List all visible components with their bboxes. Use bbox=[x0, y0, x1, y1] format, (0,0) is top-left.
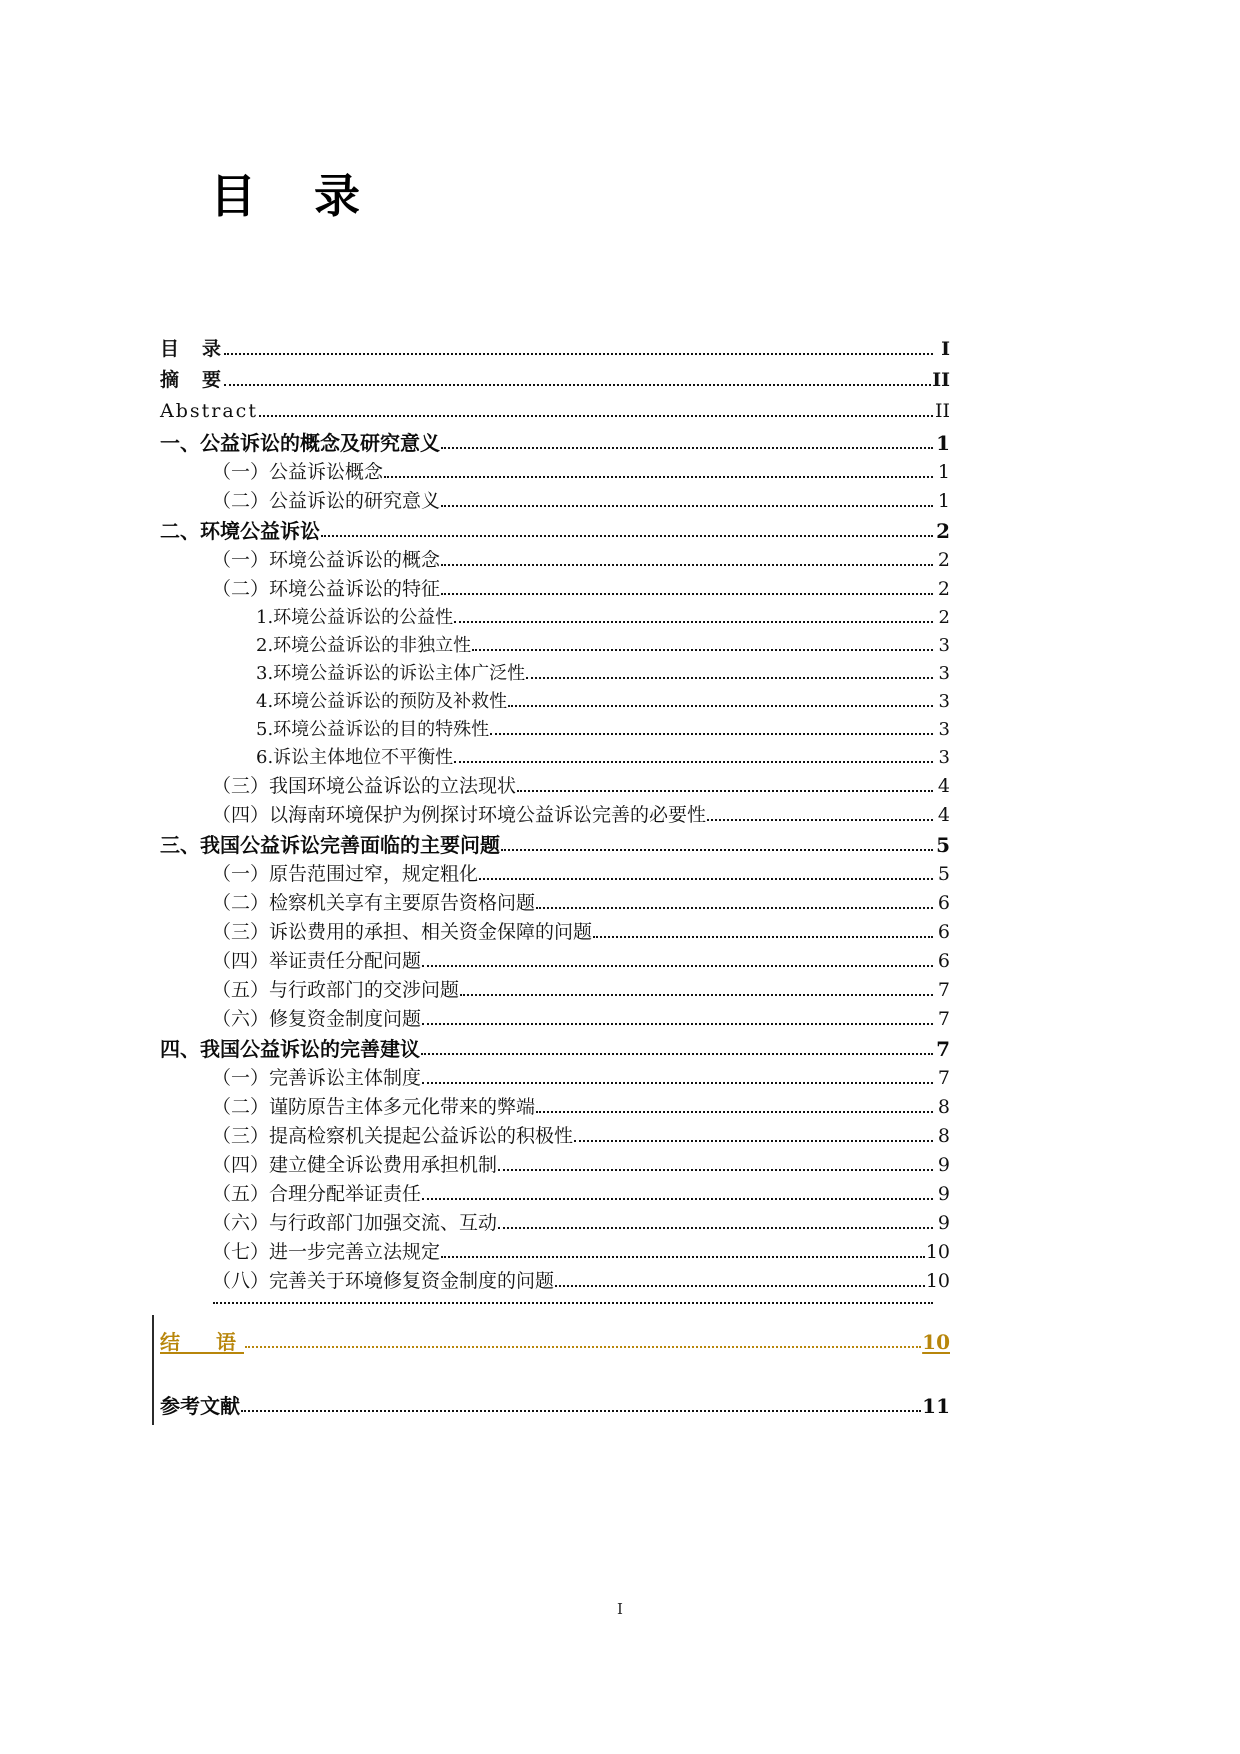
toc-entry-label: （七）进一步完善立法规定 bbox=[212, 1241, 441, 1263]
toc-entry[interactable] bbox=[212, 463, 950, 482]
toc-leader-dots bbox=[441, 1255, 925, 1258]
toc-page-number: 3 bbox=[938, 663, 950, 684]
toc-page-number: 3 bbox=[938, 719, 950, 740]
toc-page-number: 1 bbox=[937, 490, 950, 512]
toc-leader-dots bbox=[384, 475, 933, 478]
toc-page-number: I bbox=[941, 338, 950, 360]
toc-entry-label: 摘 要 bbox=[160, 369, 224, 391]
toc-page-number: 8 bbox=[937, 1125, 950, 1147]
toc-entry[interactable] bbox=[212, 806, 950, 825]
toc-entry-label: 3.环境公益诉讼的诉讼主体广泛性 bbox=[256, 663, 526, 684]
toc-leader-dots bbox=[441, 446, 933, 449]
toc-entry-label: （二）环境公益诉讼的特征 bbox=[212, 578, 441, 600]
toc-entry[interactable] bbox=[256, 665, 950, 683]
toc-entry-label: （一）原告范围过窄，规定粗化 bbox=[212, 863, 479, 885]
footer-page-number: I bbox=[617, 1600, 623, 1618]
toc-leader-dots bbox=[479, 877, 933, 880]
toc-page-number: 4 bbox=[937, 804, 950, 826]
toc-leader-dots bbox=[472, 648, 933, 651]
toc-page-number: 9 bbox=[937, 1212, 950, 1234]
toc-entry-label: （二）谨防原告主体多元化带来的弊端 bbox=[212, 1096, 536, 1118]
toc-entry[interactable] bbox=[212, 1272, 950, 1291]
toc-page-number: 6 bbox=[937, 892, 950, 914]
toc-page-number: 7 bbox=[937, 1067, 950, 1089]
toc-page-number: 5 bbox=[936, 833, 950, 857]
toc-entry[interactable] bbox=[160, 835, 950, 855]
toc-leader-dots bbox=[498, 1168, 933, 1171]
toc-page-number: 10 bbox=[922, 1330, 950, 1354]
toc-entry[interactable] bbox=[212, 894, 950, 913]
toc-leader-dots bbox=[454, 760, 933, 763]
toc-page-number: 1 bbox=[937, 461, 950, 483]
toc-leader-dots bbox=[498, 1226, 933, 1229]
toc-leader-dots bbox=[490, 732, 933, 735]
toc-entry-front-abstract-cn[interactable] bbox=[160, 371, 950, 390]
toc-entry-label: （一）环境公益诉讼的概念 bbox=[212, 549, 441, 571]
toc-entry-label: （四）举证责任分配问题 bbox=[212, 950, 422, 972]
toc-entry-label: （四）以海南环境保护为例探讨环境公益诉讼完善的必要性 bbox=[212, 804, 707, 826]
toc-page-number: 1 bbox=[936, 431, 950, 455]
toc-entry-label: （六）修复资金制度问题 bbox=[212, 1008, 422, 1030]
toc-entry[interactable] bbox=[256, 637, 950, 655]
toc-leader-dots bbox=[454, 620, 933, 623]
toc-leader-dots bbox=[241, 1409, 921, 1412]
toc-entry-label: 2.环境公益诉讼的非独立性 bbox=[256, 635, 472, 656]
toc-entry-front-contents[interactable] bbox=[160, 340, 950, 359]
toc-entry-label: 4.环境公益诉讼的预防及补救性 bbox=[256, 691, 508, 712]
toc-entry-label: Abstract bbox=[160, 400, 258, 422]
toc-spacer bbox=[160, 1318, 950, 1332]
toc-leader-dots bbox=[536, 1110, 933, 1113]
toc-entry[interactable] bbox=[212, 981, 950, 1000]
toc-entry-label: （五）与行政部门的交涉问题 bbox=[212, 979, 460, 1001]
toc-leader-dots bbox=[707, 818, 933, 821]
toc-leader-dots bbox=[422, 1022, 933, 1025]
toc-leader-dots bbox=[501, 848, 933, 851]
toc-entry-label: 三、我国公益诉讼完善面临的主要问题 bbox=[160, 833, 500, 857]
toc-leader-dots bbox=[574, 1139, 933, 1142]
toc-entry[interactable] bbox=[212, 1243, 950, 1262]
toc-leader-dots bbox=[213, 1301, 933, 1304]
toc-entry[interactable] bbox=[256, 693, 950, 711]
toc-page-number: 5 bbox=[937, 863, 950, 885]
toc-leader-dots bbox=[508, 704, 933, 707]
toc-leader-dots bbox=[441, 563, 933, 566]
toc-page-number: 9 bbox=[937, 1154, 950, 1176]
toc-entry[interactable] bbox=[212, 1185, 950, 1204]
toc-entry-label: （五）合理分配举证责任 bbox=[212, 1183, 422, 1205]
toc-entry-label: （四）建立健全诉讼费用承担机制 bbox=[212, 1154, 498, 1176]
toc-entry[interactable] bbox=[212, 1069, 950, 1088]
toc-entry[interactable] bbox=[256, 721, 950, 739]
toc-entry-label: （三）诉讼费用的承担、相关资金保障的问题 bbox=[212, 921, 593, 943]
toc-page-number: 7 bbox=[936, 1037, 950, 1061]
toc-entry-label: （二）公益诉讼的研究意义 bbox=[212, 490, 441, 512]
toc-entry[interactable] bbox=[212, 952, 950, 971]
toc-entry-label: 1.环境公益诉讼的公益性 bbox=[256, 607, 454, 628]
toc-leader-dots bbox=[245, 1345, 921, 1348]
toc-entry-label: 6.诉讼主体地位不平衡性 bbox=[256, 747, 454, 768]
toc-entry-label: （八）完善关于环境修复资金制度的问题 bbox=[212, 1270, 555, 1292]
toc-entry[interactable] bbox=[212, 1156, 950, 1175]
toc-page-number: 7 bbox=[937, 1008, 950, 1030]
toc-leader-dots bbox=[421, 1052, 933, 1055]
toc-page-number: 8 bbox=[937, 1096, 950, 1118]
toc-leader-dots bbox=[460, 993, 933, 996]
toc-page-number: 10 bbox=[925, 1270, 950, 1292]
toc-leader-dots bbox=[224, 352, 933, 355]
toc-leader-dots bbox=[422, 964, 933, 967]
toc-entry[interactable] bbox=[212, 1127, 950, 1146]
toc-entry[interactable] bbox=[212, 551, 950, 570]
toc-page-number: 9 bbox=[937, 1183, 950, 1205]
toc-entry-label: 5.环境公益诉讼的目的特殊性 bbox=[256, 719, 490, 740]
toc-entry[interactable] bbox=[160, 1039, 950, 1059]
toc-entry[interactable] bbox=[256, 749, 950, 767]
toc-entry[interactable] bbox=[212, 923, 950, 942]
toc-entry-label: 二、环境公益诉讼 bbox=[160, 519, 320, 543]
toc-entry[interactable] bbox=[212, 1301, 950, 1308]
toc-page-number: 11 bbox=[922, 1394, 950, 1418]
toc-page-number: 2 bbox=[937, 578, 950, 600]
toc-entry[interactable] bbox=[256, 609, 950, 627]
toc-entry-front-abstract-en[interactable] bbox=[160, 402, 950, 421]
toc-spacer bbox=[160, 1362, 950, 1396]
toc-leader-dots bbox=[526, 676, 933, 679]
toc-entry-label: （六）与行政部门加强交流、互动 bbox=[212, 1212, 498, 1234]
toc-page-number: II bbox=[932, 369, 950, 391]
toc-entry[interactable] bbox=[212, 492, 950, 511]
toc-leader-dots bbox=[321, 534, 933, 537]
toc-leader-dots bbox=[536, 906, 933, 909]
toc-page-number: 2 bbox=[936, 519, 950, 543]
toc-leader-dots bbox=[441, 504, 933, 507]
toc-entry-label: （一）公益诉讼概念 bbox=[212, 461, 384, 483]
toc-page-number: 6 bbox=[937, 950, 950, 972]
page-title: 目 录 bbox=[210, 169, 366, 223]
toc-page-number: 4 bbox=[937, 775, 950, 797]
toc-page-number: 7 bbox=[937, 979, 950, 1001]
toc-page-number: 3 bbox=[938, 635, 950, 656]
toc-entry-conclusion[interactable] bbox=[160, 1332, 950, 1352]
toc-leader-dots bbox=[593, 935, 933, 938]
revision-change-bar bbox=[152, 1315, 154, 1425]
toc-leader-dots bbox=[224, 383, 931, 386]
toc-entry-label: （三）我国环境公益诉讼的立法现状 bbox=[212, 775, 517, 797]
toc-entry-label: （二）检察机关享有主要原告资格问题 bbox=[212, 892, 536, 914]
toc-leader-dots bbox=[441, 592, 933, 595]
toc-entry[interactable] bbox=[212, 1214, 950, 1233]
toc-entry[interactable] bbox=[160, 521, 950, 541]
toc-page-number: 10 bbox=[925, 1241, 950, 1263]
toc-entry-label: 结 语 bbox=[160, 1330, 244, 1354]
toc-leader-dots bbox=[422, 1197, 933, 1200]
toc-entry-references[interactable] bbox=[160, 1396, 950, 1416]
toc-page-number: 2 bbox=[937, 549, 950, 571]
toc-leader-dots bbox=[517, 789, 933, 792]
toc-entry[interactable] bbox=[212, 777, 950, 796]
toc-entry[interactable] bbox=[212, 1010, 950, 1029]
toc-entry[interactable] bbox=[212, 580, 950, 599]
toc-entry[interactable] bbox=[160, 433, 950, 453]
toc-leader-dots bbox=[555, 1284, 925, 1287]
toc-entry-label: 四、我国公益诉讼的完善建议 bbox=[160, 1037, 420, 1061]
toc-page-number: II bbox=[934, 400, 950, 422]
toc-page-number: 2 bbox=[938, 607, 950, 628]
toc-page-number: 3 bbox=[938, 691, 950, 712]
toc-leader-dots bbox=[259, 414, 933, 417]
toc-entry-label: 参考文献 bbox=[160, 1394, 240, 1418]
toc-entry-label: 目 录 bbox=[160, 338, 224, 360]
table-of-contents bbox=[160, 340, 950, 1426]
toc-page-number: 6 bbox=[937, 921, 950, 943]
toc-entry-label: （一）完善诉讼主体制度 bbox=[212, 1067, 422, 1089]
toc-leader-dots bbox=[422, 1081, 933, 1084]
toc-page-number: 3 bbox=[938, 747, 950, 768]
toc-entry[interactable] bbox=[212, 865, 950, 884]
toc-entry-label: （三）提高检察机关提起公益诉讼的积极性 bbox=[212, 1125, 574, 1147]
toc-entry-label: 一、公益诉讼的概念及研究意义 bbox=[160, 431, 440, 455]
toc-entry[interactable] bbox=[212, 1098, 950, 1117]
